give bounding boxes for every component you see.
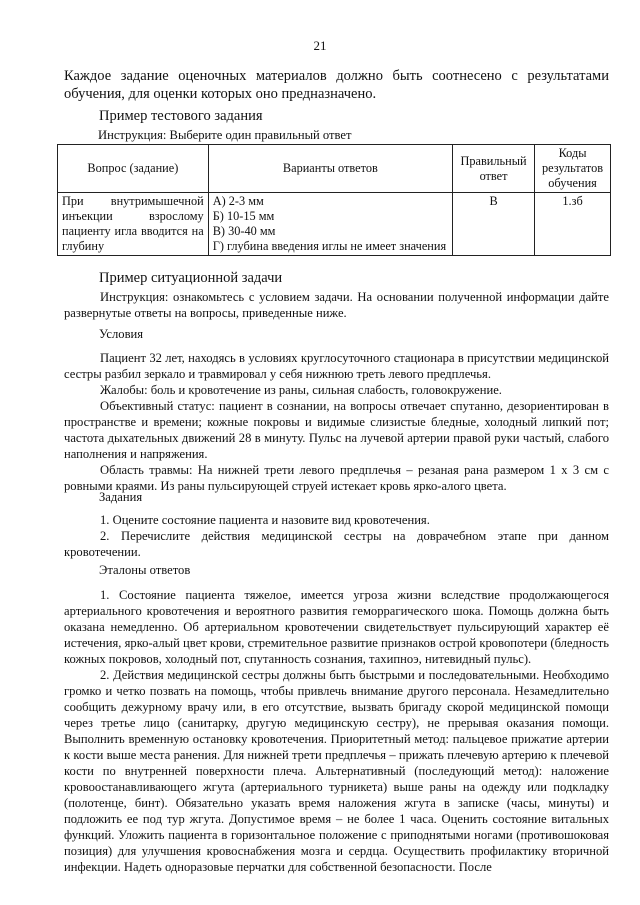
table-header-row	[58, 145, 611, 193]
option-b: Б) 10-15 мм	[212, 209, 275, 223]
table-row	[58, 193, 611, 256]
condition-paragraph: Область травмы: На нижней трети левого предплечья – резаная рана размером 1 х 3 см с ровными краями. Из раны пульсирующей струей истекает кровь ярко-алого цвета.	[64, 463, 609, 493]
conditions-label: Условия	[99, 327, 144, 341]
situational-instruction-block	[64, 289, 609, 321]
answer-cell: В	[452, 193, 534, 256]
tasks-block	[64, 512, 609, 560]
header-codes: Коды результатов обучения	[535, 145, 611, 193]
condition-paragraph: Жалобы: боль и кровотечение из раны, сильная слабость, головокружение.	[100, 383, 502, 397]
test-table	[57, 144, 611, 256]
task-item: 2. Перечислите действия медицинской сестры на доврачебном этапе при данном кровотечении.	[64, 529, 609, 559]
situational-title: Пример ситуационной задачи	[99, 270, 283, 286]
answer-paragraph: 2. Действия медицинской сестры должны быть быстрыми и последовательными. Необходимо громко и четко позвать на помощь, чтобы привлечь внимание другого персонала. Незамедлительно сообщить дежурному врачу или, в его отсутствие, вызвать бригаду скорой медицинской помощи через третье лицо (санитарку, другую медицинскую сестру), не прерывая оказания помощи. Выполнить временную остановку кровотечения. Приоритетный метод: пальцевое прижатие артерии к кости выше места ранения. Для нижней трети предплечья – прижать плечевую артерию к плечевой кости по внутренней поверхности плеча. Альтернативный (последующий метод): наложение кровоостанавливающего жгута (артериального турникета) выше раны на одежду или подкладку (полотенце, бинт). Обязательно указать время наложения жгута в записке (часы, минуты) и подложить ее под тур жгута. Допустимое время – не более 1 часа. Оценить состояние витальных функций. Уложить пациента в горизонтальное положение с приподнятыми ногами (противошоковая позиция) для улучшения кровоснабжения мозга и сердца. Осуществить профилактику вторичной инфекции. Надеть одноразовые перчатки для собственной безопасности. После	[64, 668, 609, 874]
test-example-title: Пример тестового задания	[99, 108, 263, 124]
page-number: 21	[313, 38, 327, 53]
condition-paragraph: Объективный статус: пациент в сознании, на вопросы отвечает спутанно, дезориентирован в пространстве и времени; кожные покровы и видимые слизистые бледные, холодный липкий пот; частота дыхательных движений 28 в минуту. Пульс на лучевой артерии правой руки частый, слабого наполнения и напряжения.	[64, 399, 609, 461]
question-cell: При внутримышечной инъекции взрослому пациенту игла вводится на глубину	[58, 193, 209, 256]
situational-instruction: Инструкция: ознакомьтесь с условием задачи. На основании полученной информации дайте развернутые ответы на вопросы, приведенные ниже.	[64, 290, 609, 320]
intro-paragraph: Каждое задание оценочных материалов должно быть соотнесено с результатами обучения, для оценки которых оно предназначено.	[64, 68, 609, 102]
test-instruction: Инструкция: Выберите один правильный ответ	[98, 128, 352, 142]
tasks-label: Задания	[99, 490, 143, 504]
header-answer: Правильный ответ	[452, 145, 534, 193]
codes-cell: 1.зб	[535, 193, 611, 256]
condition-paragraph: Пациент 32 лет, находясь в условиях круглосуточного стационара в присутствии медицинской сестры разбил зеркало и травмировал у себя нижнюю треть левого предплечья.	[64, 351, 609, 381]
answers-block	[64, 587, 609, 875]
answers-label: Эталоны ответов	[99, 563, 191, 577]
header-options: Варианты ответов	[208, 145, 452, 193]
option-a: А) 2-3 мм	[212, 194, 264, 208]
header-question: Вопрос (задание)	[58, 145, 209, 193]
option-d: Г) глубина введения иглы не имеет значения	[212, 239, 447, 253]
task-item: 1. Оцените состояние пациента и назовите вид кровотечения.	[100, 513, 430, 527]
answer-paragraph: 1. Состояние пациента тяжелое, имеется угроза жизни вследствие продолжающегося артериального кровотечения и вероятного развития геморрагического шока. Помощь должна быть оказана немедленно. Об артериальном кровотечении свидетельствует пульсирующий характер её истечения, ярко-алый цвет крови, стремительное развитие признаков острой кровопотери (бледность кожных покровов, холодный пот, спутанность сознания, тахипноэ, нитевидный пульс).	[64, 588, 609, 666]
option-c: В) 30-40 мм	[212, 224, 276, 238]
conditions-block	[64, 350, 609, 494]
options-cell	[208, 193, 452, 256]
